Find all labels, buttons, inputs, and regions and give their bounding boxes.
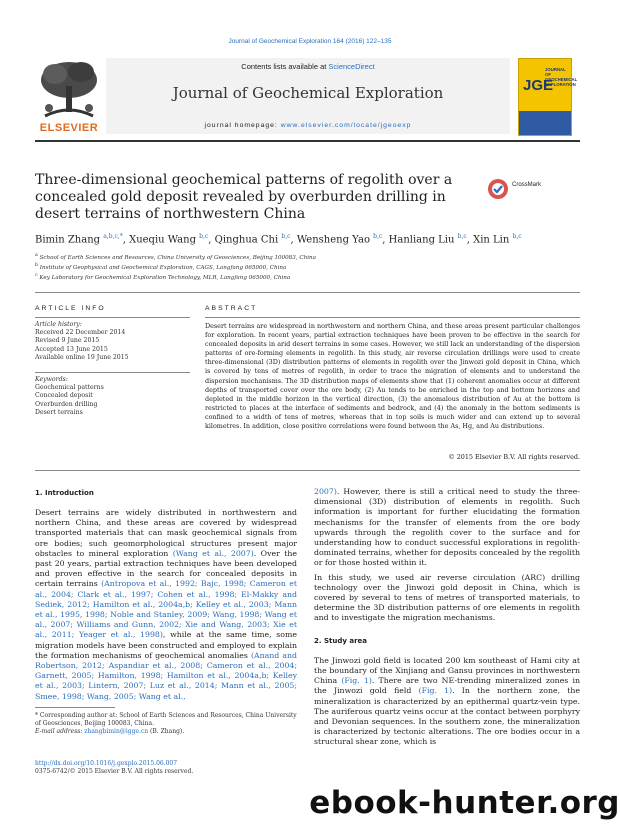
author-name[interactable]: Xin Lin <box>473 234 513 246</box>
keywords: Keywords: Geochemical patterns Concealed deposit Overburden drilling Desert terrains <box>35 376 104 416</box>
author-name[interactable]: Bimin Zhang <box>35 234 104 246</box>
citation-link[interactable]: (Anand and Robertson, 2012; Aspandiar et al., 2008; Cameron et al., 2004; Garnett, 2005; Hamilton, 1998; Hamilton et al., 2004a,b; Kelley et al., 2003; Lintern, 2007; Luz et al., 2014; Mann et al., 2005; Smee, 1998; Wang, 2005; Wang et al., <box>35 650 297 701</box>
body-text: . There are two NE-trending mineralized zones in the Jinwozi gold field <box>314 676 580 696</box>
intro-paragraph <box>35 508 297 702</box>
doi-link[interactable]: http://dx.doi.org/10.1016/j.gexplo.2015.06.007 <box>35 760 178 767</box>
affiliation-c: $^c$ Key Laboratory for Geochemical Exploration Technology, MLR, Langfang 065000, China <box>35 273 291 281</box>
contents-line <box>106 62 510 71</box>
affiliation-b: $^b$ Institute of Geophysical and Geochemical Exploration, CAGS, Langfang 065000, China <box>35 263 287 271</box>
affiliation-a: $^a$ School of Earth Sciences and Resources, China University of Geosciences, Beijing 100083, China <box>35 253 316 261</box>
keywords-label: Keywords: <box>35 376 68 383</box>
affiliation-rule <box>35 292 580 293</box>
email-link[interactable]: zhangbimin@igge.cn <box>84 728 149 735</box>
history-label: Article history: <box>35 321 82 328</box>
article-history: Article history: Received 22 December 2014 Revised 9 June 2015 Accepted 13 June 2015 Available online 19 June 2015 <box>35 321 129 361</box>
author-affiliation-mark[interactable]: a,b,c,* <box>103 233 123 240</box>
citation-link[interactable]: (Wang et al., 2007) <box>172 548 254 558</box>
intro-continuation <box>314 487 580 569</box>
corresponding-note: * Corresponding author at: School of Earth Sciences and Resources, China University of Geosciences, Beijing 100083, China. E-mail address: zhangbimin@igge.cn (B. Zhang). <box>35 712 297 735</box>
intro-paragraph-2: In this study, we used air reverse circulation (ARC) drilling technology over the Jinwozi gold deposit in China, which is covered by several to tens of metres of transported materials, to determine the 3D distribution patterns of ore elements in regolith and to investigate the migration mechanisms. <box>314 572 580 623</box>
author-affiliation-mark[interactable]: b,c <box>199 233 209 240</box>
author-affiliation-mark[interactable]: b,c <box>373 233 383 240</box>
author-affiliation-mark[interactable]: b,c <box>457 233 467 240</box>
author-name[interactable]: Qinghua Chi <box>214 234 282 246</box>
cover-band <box>519 111 571 135</box>
watermark: ebook-hunter.org <box>309 785 620 821</box>
cover-abbrev: JGE <box>523 77 554 94</box>
cover-text: JOURNAL OF GEOCHEMICAL EXPLORATION <box>545 67 578 87</box>
citation-link[interactable]: (Fig. 1) <box>341 676 372 686</box>
abstract-rule <box>205 317 580 318</box>
footnote-rule <box>35 707 115 708</box>
article-title: Three-dimensional geochemical patterns of regolith over a concealed gold deposit revealed by overburden drilling in desert terrains of northwestern China <box>35 172 453 222</box>
citation-link[interactable]: 2007) <box>314 487 337 496</box>
right-column <box>314 487 580 748</box>
journal-cover-thumbnail <box>518 58 578 136</box>
study-area-paragraph <box>314 656 580 748</box>
abstract-copyright: © 2015 Elsevier B.V. All rights reserved. <box>448 453 580 461</box>
body-text: . However, there is still a critical need to study the three-dimensional (3D) distribution of elements in regolith. Such information is important for further elucidating the formation mechanisms for the transfer of elements from the ore body upwards through the regolith cover to the surface and for understanding how to conduct successful explorations in regolith-dominated terrains, whether for deposits concealed by the regolith or for those hosted within it. <box>314 487 580 568</box>
body-text: Desert terrains are widely distributed in northwestern and northern China, and these areas are covered by widespread transported materials that can mask geochemical signals from ore bodies; such geomorphological structures present major obstacles to mineral exploration <box>35 508 297 558</box>
issn-line: 0375-6742/© 2015 Elsevier B.V. All rights reserved. <box>35 768 194 775</box>
crossmark-icon[interactable] <box>487 178 509 204</box>
citation-link[interactable]: (Antropova et al., 1992; Bajc, 1998; Cameron et al., 2004; Clark et al., 1997; Cohen et al., 1998; El-Makky and Sediek, 2012; Hamilton et al., 2004a,b; Kelley et al., 2003; Mann et al., 1995, 1998; Noble and Stanley, 2009; Wang, 1998; Wang et al., 2007; Williams and Gunn, 2002; Xie and Wang, 2003; Xie et al., 2011; Yeager et al., 1998) <box>35 579 297 640</box>
crossmark-label[interactable]: CrossMark <box>512 182 542 188</box>
article-info-rule <box>35 317 190 318</box>
header-rule <box>35 140 580 142</box>
study-area-heading: 2. Study area <box>314 636 367 645</box>
body-text: The Jinwozi gold field is located 200 km southeast of Hami city at the boundary of the Xinjiang and Gansu provinces in northwestern China <box>314 655 580 686</box>
history-rule <box>35 372 190 373</box>
homepage-link[interactable]: www.elsevier.com/locate/jgeoexp <box>280 122 412 129</box>
doi-block <box>35 760 193 776</box>
abstract-heading: ABSTRACT <box>205 305 258 312</box>
sciencedirect-link[interactable]: ScienceDirect <box>328 62 375 71</box>
author-name[interactable]: Hanliang Liu <box>388 234 458 246</box>
author-affiliation-mark[interactable]: b,c <box>512 233 522 240</box>
body-text: . In the northern zone, the mineralization is characterized by an epithermal quartz-vein type. The auriferous quartz veins occur at the contact between porphyry and Devonian sequences. In the southern zone, the mineralization is characterized by tectonic alterations. The ore bodies occur in a structural shear zone, which is <box>314 686 580 747</box>
article-info-heading: ARTICLE INFO <box>35 305 106 312</box>
abstract-bottom-rule <box>35 470 580 471</box>
journal-homepage <box>106 122 510 129</box>
body-text: . Over the past 20 years, partial extraction techniques have been developed and proven effective in the search for concealed deposits in certain terrains <box>35 548 297 589</box>
journal-reference[interactable]: Journal of Geochemical Exploration 164 (2016) 122–135 <box>228 38 392 45</box>
author-list: Bimin Zhang $^{a,b,c,*}$, Xueqiu Wang $^{b,c}$, Qinghua Chi $^{b,c}$, Wensheng Yao $^{b,c}$, Hanliang Liu $^{b,c}$, Xin Lin $^{b,c}$ <box>35 233 522 246</box>
abstract-text: Desert terrains are widespread in northwestern and northern China, and these areas present particular challenges for exploration. In recent years, partial extraction techniques have been proven to be effective in the search for concealed deposits in arid desert terrains in some cases. However, we still lack an understanding of the dispersion patterns of ore-forming elements in regolith. In this study, air reverse circulation drillings were used to create three-dimensional (3D) distribution patterns of elements in regolith over the Jinwozi gold deposit in China, which is covered by tens of metres of regolith, in order to trace the migration of elements and to understand the dispersion mechanisms. The 3D distribution maps of elements show that (1) coherent anomalies occur at different depths of transported cover over the ore body, (2) Au tends to be enriched in the top and bottom horizons and depleted in the middle horizon in the vertical direction, (3) the anomalous distribution of Au at the bottom is restricted to places at the interface of sediments and bedrock, and (4) the anomaly in the bottom sediments is confined to a width of tens of metres, whereas that in top soils is much wider and can extend up to several kilometres. In addition, close positive correlations were found between the As, Hg, and Au distributions. <box>205 322 580 431</box>
introduction-heading: 1. Introduction <box>35 489 94 497</box>
homepage-prefix: journal homepage: <box>204 122 281 129</box>
journal-title: Journal of Geochemical Exploration <box>172 84 444 102</box>
contents-prefix: Contents lists available at <box>241 62 329 71</box>
publisher-name: ELSEVIER <box>39 122 99 134</box>
author-name[interactable]: Xueqiu Wang <box>129 234 200 246</box>
citation-link[interactable]: (Fig. 1) <box>418 686 453 696</box>
author-affiliation-mark[interactable]: b,c <box>281 233 291 240</box>
author-name[interactable]: Wensheng Yao <box>296 234 374 246</box>
body-text: , while at the same time, some migration models have been constructed and employed to explain the formation mechanisms of geochemical anomalies <box>35 630 297 660</box>
